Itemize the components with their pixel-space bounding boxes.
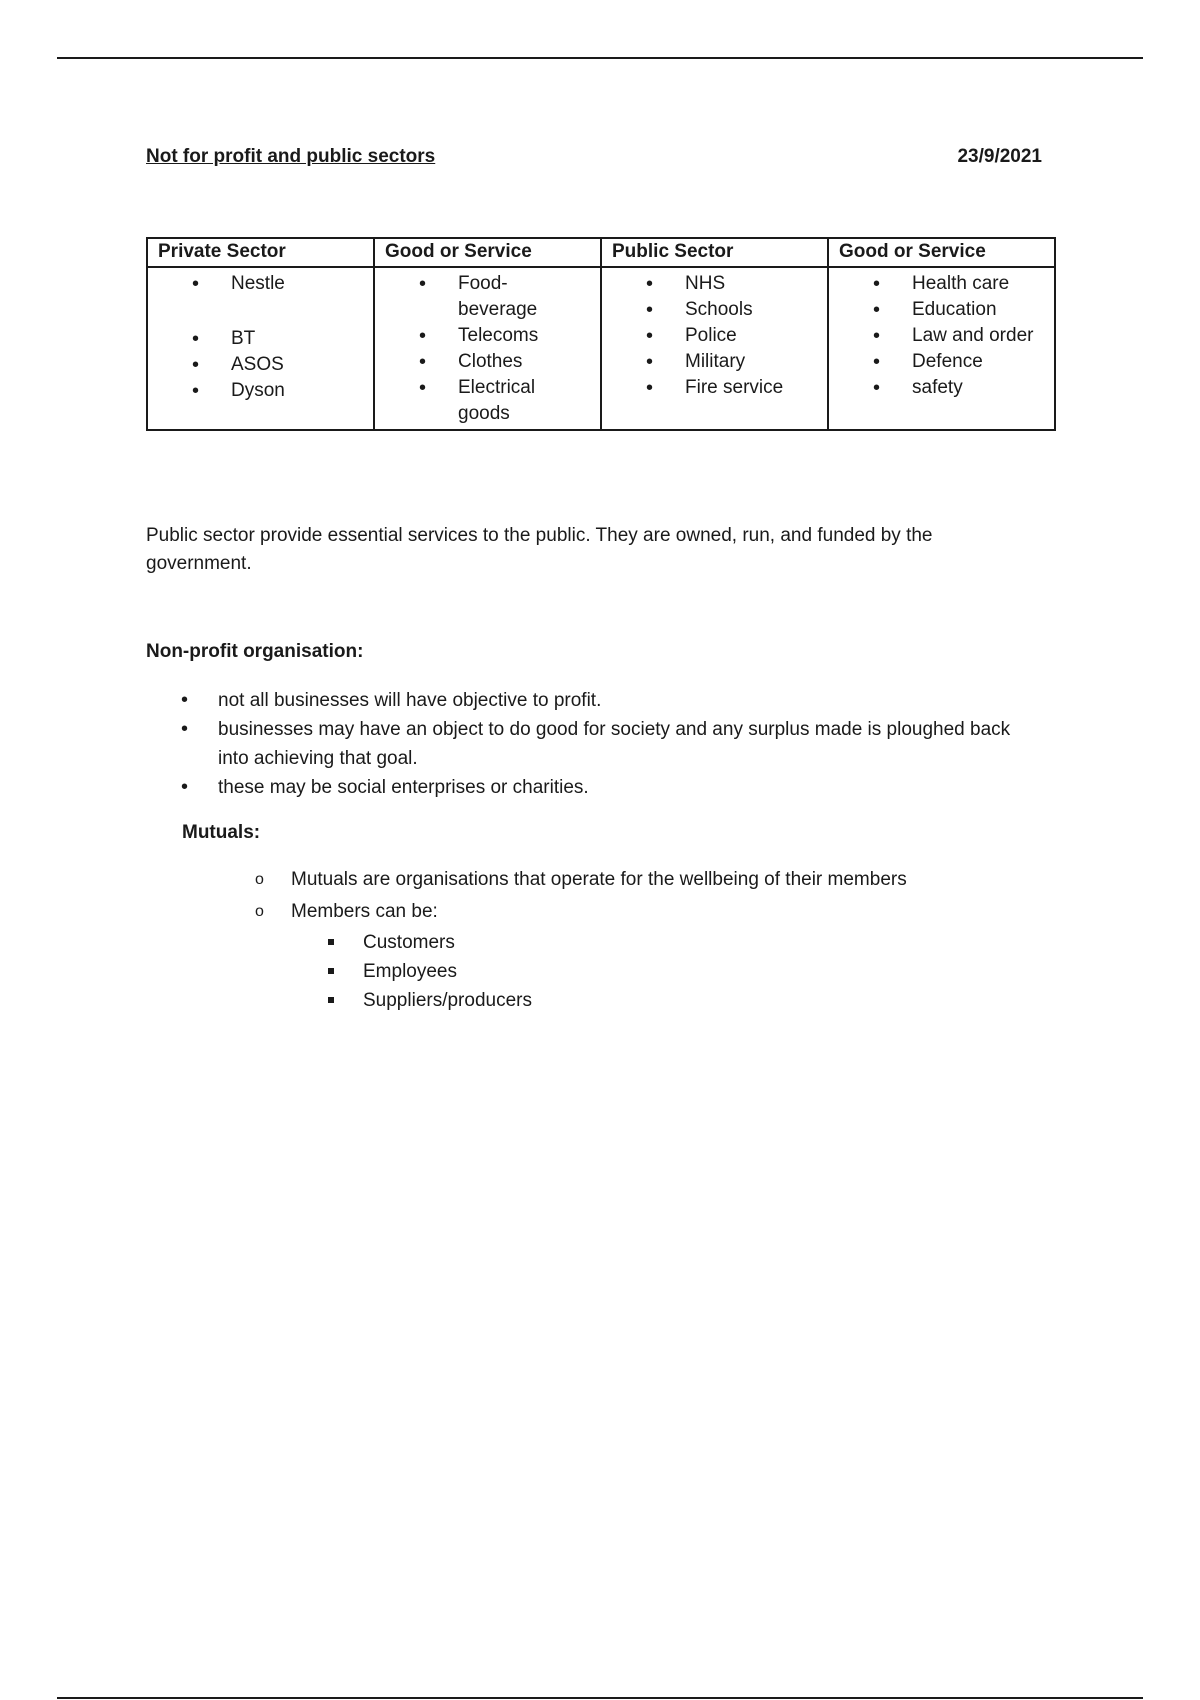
sector-table	[146, 237, 1056, 431]
list-item: • NHS	[602, 271, 827, 297]
mutuals-point-text: Mutuals are organisations that operate for the wellbeing of their members	[291, 869, 907, 890]
members-intro-text: Members can be:	[291, 901, 438, 922]
list-item: • Police	[602, 323, 827, 349]
public-sector-cell	[601, 267, 828, 430]
header-private-good-or-service: Good or Service	[374, 238, 601, 267]
private-goods-list	[375, 271, 600, 427]
list-item: Suppliers/producers	[291, 986, 1032, 1015]
footer-rule	[57, 1697, 1143, 1699]
list-item	[182, 864, 1032, 896]
non-profit-heading: Non-profit organisation:	[146, 641, 364, 662]
private-goods-cell	[374, 267, 601, 430]
list-item: • Fire service	[602, 375, 827, 401]
title-row	[146, 146, 1042, 168]
header-public-good-or-service: Good or Service	[828, 238, 1055, 267]
list-item: Customers	[291, 928, 1032, 957]
header-private-sector: Private Sector	[147, 238, 374, 267]
private-sector-list	[148, 271, 373, 404]
mutuals-heading: Mutuals:	[182, 822, 261, 843]
public-sector-list	[602, 271, 827, 401]
header-public-sector: Public Sector	[601, 238, 828, 267]
list-item: • Education	[829, 297, 1054, 323]
list-item: • Dyson	[148, 378, 373, 404]
list-item: Employees	[291, 957, 1032, 986]
list-item: • these may be social enterprises or charities.	[146, 773, 1026, 802]
table-header-row	[147, 238, 1055, 267]
list-item: • Nestle	[148, 271, 373, 326]
public-services-cell	[828, 267, 1055, 430]
list-item: • ASOS	[148, 352, 373, 378]
list-item: • Telecoms	[375, 323, 600, 349]
list-item: • Law and order	[829, 323, 1054, 349]
non-profit-list	[146, 686, 1026, 802]
public-sector-paragraph: Public sector provide essential services to the public. They are owned, run, and funded by the government.	[146, 525, 933, 574]
list-item: • BT	[148, 326, 373, 352]
list-item: • Food-beverage	[375, 271, 600, 323]
list-item: • Defence	[829, 349, 1054, 375]
list-item: • Electrical goods	[375, 375, 600, 427]
public-services-list	[829, 271, 1054, 401]
list-item	[182, 896, 1032, 1015]
list-item: • Military	[602, 349, 827, 375]
header-rule	[57, 57, 1143, 59]
mutuals-list	[182, 864, 1032, 1015]
private-sector-cell	[147, 267, 374, 430]
list-item: • Clothes	[375, 349, 600, 375]
list-item: • businesses may have an object to do good for society and any surplus made is ploughed back into achieving that goal.	[146, 715, 1026, 773]
document-title: Not for profit and public sectors	[146, 146, 436, 167]
table-row	[147, 267, 1055, 430]
list-item: • Health care	[829, 271, 1054, 297]
members-list	[291, 928, 1032, 1015]
list-item: • not all businesses will have objective to profit.	[146, 686, 1026, 715]
list-item: • safety	[829, 375, 1054, 401]
document-date: 23/9/2021	[957, 146, 1042, 167]
list-item: • Schools	[602, 297, 827, 323]
